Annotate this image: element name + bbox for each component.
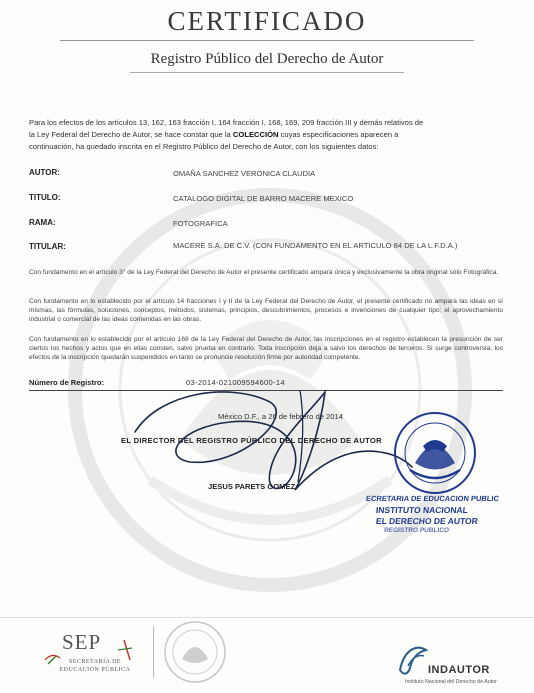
legal-paragraph-1: Con fundamento en el artículo 3° de la Ley Federal del Derecho de Autor el presente certificado ampara única y exclusivamente la obra original sólo Fotográfica. bbox=[29, 269, 499, 276]
work-type: COLECCIÓN bbox=[232, 130, 279, 139]
titular-value: MACERE S.A. DE C.V. (CON FUNDAMENTO EN EL ARTICULO 84 DE LA L.F.D.A.) bbox=[173, 241, 458, 250]
national-seal-icon bbox=[160, 617, 230, 687]
intro-paragraph bbox=[29, 117, 507, 153]
intro-line-2b: cuyas especificaciones aparecen a bbox=[280, 130, 399, 139]
indautor-subtitle: Instituto Nacional del Derecho de Autor bbox=[405, 679, 497, 685]
autor-label: AUTOR: bbox=[29, 168, 60, 177]
intro-line-1: Para los efectos de los artículos 13, 162, 163 fracción I, 164 fracción I, 168, 169, 209 fracción III y demás relativos de bbox=[29, 118, 424, 127]
footer-logo-divider bbox=[153, 626, 154, 678]
sep-subtitle-line-2: EDUCACIÓN PÚBLICA bbox=[59, 667, 131, 673]
titular-label: TITULAR: bbox=[29, 242, 66, 251]
official-stamp-seal bbox=[385, 408, 485, 498]
rama-value: FOTOGRAFICA bbox=[173, 219, 228, 228]
registro-label: Número de Registro: bbox=[29, 378, 105, 387]
signer-name: JESUS PARETS GOMEZ bbox=[208, 482, 296, 491]
footer-divider bbox=[0, 617, 534, 618]
stamp-line-2: INSTITUTO NACIONAL bbox=[375, 505, 469, 515]
indautor-logo-icon bbox=[396, 640, 430, 680]
sep-wordmark: SEP bbox=[62, 630, 102, 654]
indautor-wordmark: INDAUTOR bbox=[428, 664, 490, 676]
titulo-label: TITULO: bbox=[29, 193, 61, 202]
legal-paragraph-2: Con fundamento en lo establecido por el artículo 14 fracciones I y II de la Ley Federal del Derecho de Autor, el presente certificado no ampara las ideas en sí mismas, las fórmulas, soluciones, conceptos, métodos, sistemas, principios, descubrimientos, procesos e invenciones de cualquier tipo; el aprovechamiento industrial o comercial de las ideas contenidas en las obras. bbox=[29, 298, 503, 323]
stamp-line-3: EL DERECHO DE AUTOR bbox=[375, 516, 479, 526]
stamp-line-4: REGISTRO PUBLICO bbox=[383, 527, 450, 534]
titulo-value: CATALOGO DIGITAL DE BARRO MACERE MEXICO bbox=[173, 194, 354, 203]
title-divider bbox=[60, 40, 474, 41]
issue-date: México D.F., a 26 de febrero de 2014 bbox=[218, 412, 343, 421]
intro-line-3: continuación, ha quedado inscrita en el Registro Público del Derecho de Autor, con los siguientes datos: bbox=[29, 142, 379, 151]
registro-number: 03-2014-021009594600-14 bbox=[186, 378, 285, 387]
rama-label: RAMA: bbox=[29, 218, 56, 227]
certificate-subtitle: Registro Público del Derecho de Autor bbox=[150, 51, 384, 67]
subtitle-divider bbox=[130, 72, 404, 73]
intro-line-2a: la Ley Federal del Derecho de Autor, se hace constar que la bbox=[29, 130, 231, 139]
sep-subtitle-line-1: SECRETARÍA DE bbox=[68, 659, 122, 665]
autor-value: OMAÑA SANCHEZ VERONICA CLAUDIA bbox=[173, 169, 316, 178]
certificate-title: CERTIFICADO bbox=[167, 6, 367, 36]
director-title: EL DIRECTOR DEL REGISTRO PÚBLICO DEL DERECHO DE AUTOR bbox=[121, 436, 382, 445]
handwritten-signature bbox=[120, 372, 420, 502]
stamp-line-1: ECRETARIA DE EDUCACION PUBLIC bbox=[365, 494, 500, 503]
sep-subtitle bbox=[40, 658, 150, 674]
legal-paragraph-3: Con fundamento en lo establecido por el artículo 168 de la Ley Federal del Derecho de Autor, las inscripciones en el registro establecen la presunción de ser ciertos los hechos y actos que en ellas consten, salvo prueba en contrario. Toda inscripción deja a salvo los derechos de terceros. Si surge controversia, los efectos de la inscripción quedarán suspendidos en tanto se pronuncie resolución firme por autoridad competente. bbox=[29, 336, 503, 361]
